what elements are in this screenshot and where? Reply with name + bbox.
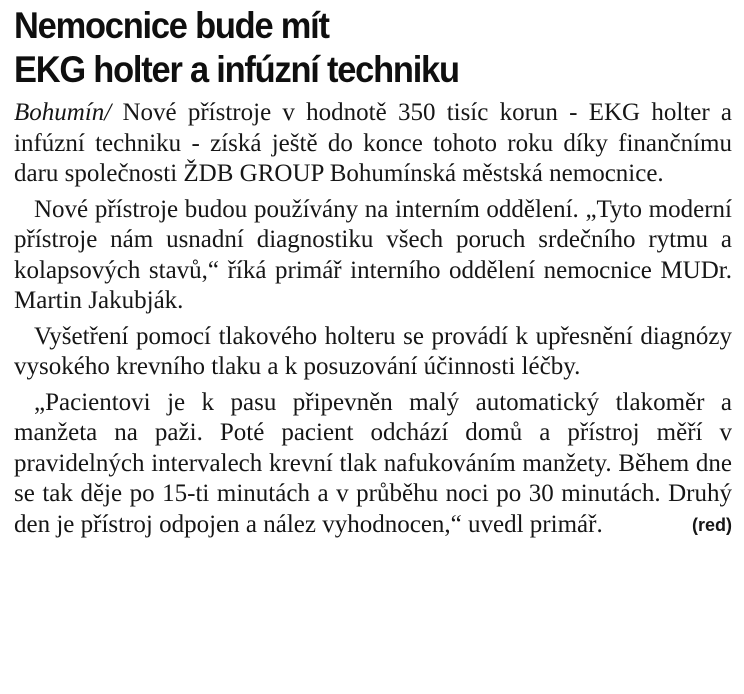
paragraph-3: Vyšetření pomocí tlakového holteru se provádí k upřesnění diagnózy vysokého krevního tlaku a k posuzování účinnosti léčby. bbox=[14, 322, 732, 380]
author-signature: (red) bbox=[692, 514, 732, 535]
headline-line-1: Nemocnice bude mít bbox=[14, 5, 329, 46]
lead-text: Nové přístroje v hodnotě 350 tisíc korun - EKG holter a infúzní techniku - získá ještě do konce tohoto roku díky finančnímu daru společnosti ŽDB GROUP Bohumínská městská nemocnice. bbox=[14, 99, 733, 187]
dateline: Bohumín/ bbox=[14, 99, 112, 126]
headline bbox=[14, 4, 682, 92]
news-article bbox=[14, 4, 732, 540]
paragraph-4 bbox=[14, 388, 732, 541]
paragraph-lead bbox=[14, 98, 732, 190]
paragraph-4-text: „Pacientovi je k pasu připevněn malý automatický tlakoměr a manžeta na paži. Poté pacient odchází domů a přístroj měří v pravidelných intervalech krevní tlak nafukováním manžety. Během dne se tak děje po 15-ti minutách a v průběhu noci po 30 minutách. Druhý den je přístroj odpojen a nález vyhodnocen,“ uvedl primář. bbox=[14, 388, 732, 538]
article-body bbox=[14, 98, 732, 540]
headline-line-2: EKG holter a infúzní techniku bbox=[14, 49, 459, 90]
paragraph-2: Nové přístroje budou používány na interním oddělení. „Tyto moderní přístroje nám usnadní diagnostiku všech poruch srdečního rytmu a kolapsových stavů,“ říká primář interního oddělení nemocnice MUDr. Martin Jakubják. bbox=[14, 195, 732, 314]
